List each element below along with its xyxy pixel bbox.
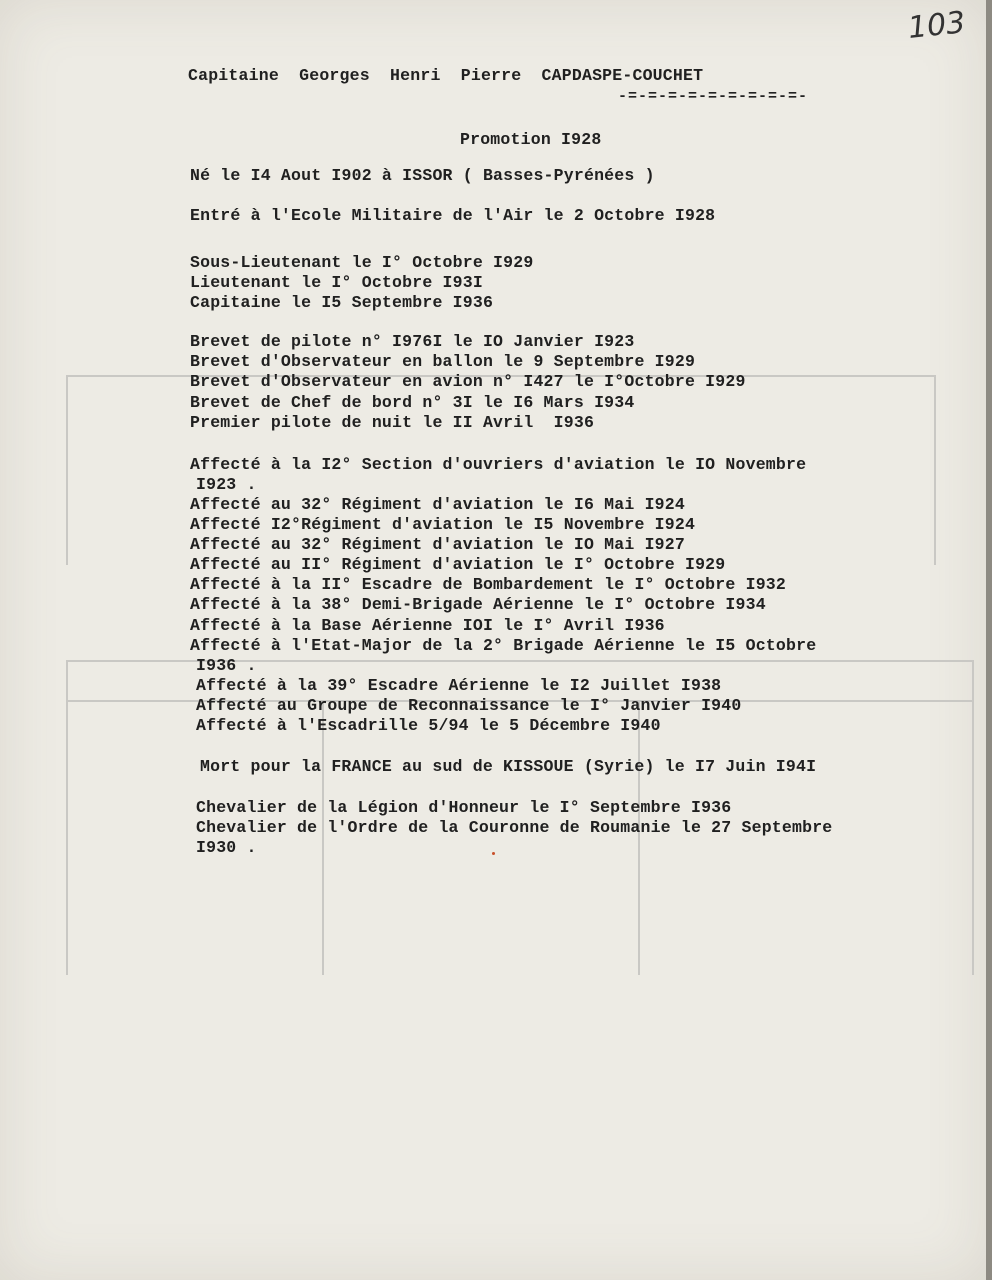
assignment-line: I936 .: [196, 656, 257, 675]
ghost-form-border: [66, 375, 68, 565]
page-edge: [986, 0, 992, 1280]
page-number: 103: [906, 5, 967, 46]
assignment-line: Affecté à la 38° Demi-Brigade Aérienne le I° Octobre I934: [190, 595, 766, 614]
assignment-line: Affecté au 32° Régiment d'aviation le I6 Mai I924: [190, 495, 685, 514]
assignment-line: Affecté à l'Escadrille 5/94 le 5 Décembre I940: [196, 716, 661, 735]
assignment-line: Affecté à la II° Escadre de Bombardement le I° Octobre I932: [190, 575, 786, 594]
birth-line: Né le I4 Aout I902 à ISSOR ( Basses-Pyrénées ): [190, 166, 655, 185]
assignment-line: Affecté à l'Etat-Major de la 2° Brigade Aérienne le I5 Octobre: [190, 636, 817, 655]
rank-line: Sous-Lieutenant le I° Octobre I929: [190, 253, 534, 272]
brevet-line: Brevet de Chef de bord n° 3I le I6 Mars I934: [190, 393, 635, 412]
school-entry-line: Entré à l'Ecole Militaire de l'Air le 2 Octobre I928: [190, 206, 716, 225]
ink-speck: [492, 852, 495, 855]
ghost-form-border: [322, 700, 324, 975]
officer-name-line: Capitaine Georges Henri Pierre CAPDASPE-COUCHET: [188, 66, 704, 85]
brevet-line: Brevet d'Observateur en ballon le 9 Septembre I929: [190, 352, 696, 371]
brevet-line: Brevet d'Observateur en avion n° I427 le I°Octobre I929: [190, 372, 746, 391]
honour-line: Chevalier de la Légion d'Honneur le I° Septembre I936: [196, 798, 732, 817]
honour-line: I930 .: [196, 838, 257, 857]
ghost-form-border: [66, 660, 68, 975]
promotion-year: Promotion I928: [460, 130, 602, 149]
death-line: Mort pour la FRANCE au sud de KISSOUE (Syrie) le I7 Juin I94I: [200, 757, 817, 776]
brevet-line: Premier pilote de nuit le II Avril I936: [190, 413, 595, 432]
assignment-line: Affecté I2°Régiment d'aviation le I5 Novembre I924: [190, 515, 696, 534]
ghost-form-border: [638, 700, 640, 975]
assignment-line: Affecté au II° Régiment d'aviation le I° Octobre I929: [190, 555, 726, 574]
assignment-line: Affecté au 32° Régiment d'aviation le IO Mai I927: [190, 535, 685, 554]
assignment-line: Affecté à la 39° Escadre Aérienne le I2 Juillet I938: [196, 676, 722, 695]
rank-line: Capitaine le I5 Septembre I936: [190, 293, 494, 312]
assignment-line: Affecté à la I2° Section d'ouvriers d'aviation le IO Novembre: [190, 455, 807, 474]
assignment-line: Affecté à la Base Aérienne IOI le I° Avril I936: [190, 616, 665, 635]
name-underline: -=-=-=-=-=-=-=-=-=-: [618, 88, 809, 105]
brevet-line: Brevet de pilote n° I976I le IO Janvier I923: [190, 332, 635, 351]
assignment-line: I923 .: [196, 475, 257, 494]
rank-line: Lieutenant le I° Octobre I93I: [190, 273, 483, 292]
honour-line: Chevalier de l'Ordre de la Couronne de Roumanie le 27 Septembre: [196, 818, 833, 837]
ghost-form-border: [972, 660, 974, 975]
ghost-form-border: [934, 375, 936, 565]
assignment-line: Affecté au Groupe de Reconnaissance le I° Janvier I940: [196, 696, 742, 715]
